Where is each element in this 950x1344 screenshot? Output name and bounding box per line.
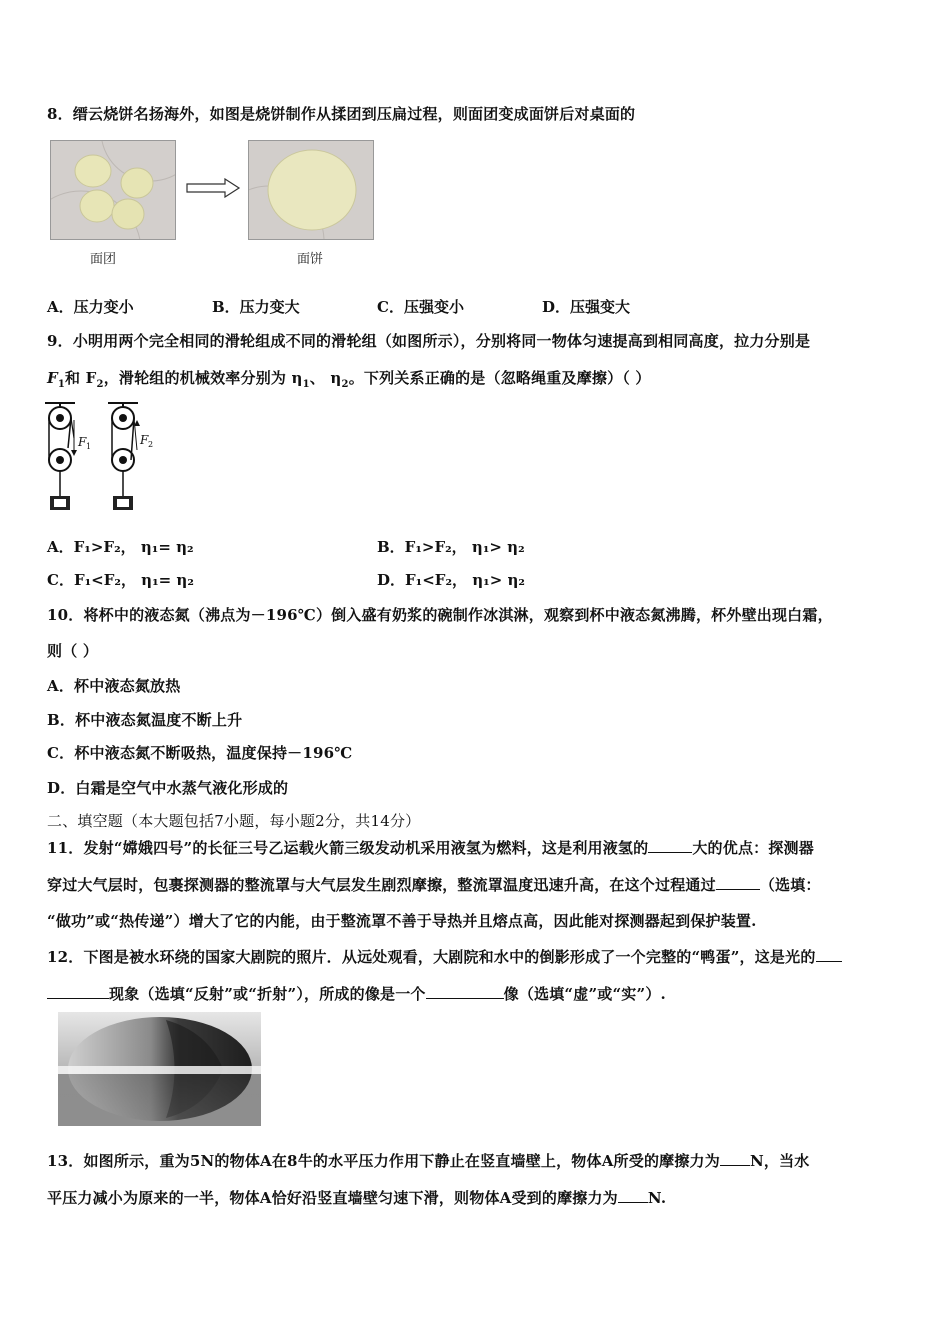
svg-text:F: F [78, 435, 87, 449]
q9-stem-line2: $F_1$和 $F_2$，滑轮组的机械效率分别为 $\eta_1$、 $\eta_2$。下列关系正确的是（忽略绳重及摩擦）（ ） [47, 369, 651, 390]
svg-text:2: 2 [148, 440, 154, 449]
q10-option-c: C．杯中液态氮不断吸热，温度保持－196℃ [47, 744, 353, 762]
q12-line1: 12．下图是被水环绕的国家大剧院的照片．从远处观看，大剧院和水中的倒影形成了一个完整的“鸭蛋”，这是光的 [47, 946, 842, 967]
q11-line1: 11．发射“嫦娥四号”的长征三号乙运载火箭三级发动机采用液氢为燃料，这是利用液氢的 大的优点：探测器 [47, 839, 814, 857]
dough-balls-image [50, 140, 176, 240]
q13-line2: 平压力减小为原来的一半，物体A恰好沿竖直墙壁匀速下滑，则物体A受到的摩擦力为 N. [47, 1189, 667, 1207]
arrow-icon [185, 178, 241, 202]
q13-line1: 13．如图所示，重为5N的物体A在8牛的水平压力作用下静止在竖直墙壁上，物体A所受的摩擦力为 N，当水 [47, 1152, 810, 1170]
svg-text:F: F [140, 433, 149, 447]
pulley-systems-icon [40, 400, 170, 518]
q11-line3: “做功”或“热传递”）增大了它的内能，由于整流罩不善于导热并且熔点高，因此能对探测器起到保护装置. [47, 912, 757, 930]
q10-option-b: B．杯中液态氮温度不断上升 [47, 711, 243, 729]
pulley-diagram [40, 400, 170, 518]
q9-option-a: A．F₁>F₂， η₁= η₂ [47, 538, 194, 556]
q8-caption-pancake: 面饼 [297, 252, 324, 267]
q8-option-c: C．压强变小 [377, 298, 464, 316]
q8-option-b: B．压力变大 [212, 298, 300, 316]
grand-theater-photo [58, 1012, 261, 1126]
pancake-icon [249, 141, 373, 239]
q8-stem: 8．缙云烧饼名扬海外，如图是烧饼制作从揉团到压扁过程，则面团变成面饼后对桌面的 [47, 105, 636, 123]
q9-option-d: D．F₁<F₂， η₁> η₂ [377, 571, 525, 589]
q8-option-d: D．压强变大 [542, 298, 631, 316]
q11-line2: 穿过大气层时，包裹探测器的整流罩与大气层发生剧烈摩擦，整流罩温度迅速升高，在这个过程通过 （选填： [47, 876, 821, 894]
q9-option-b: B．F₁>F₂， η₁> η₂ [377, 538, 525, 556]
pancake-image [248, 140, 374, 240]
q10-stem-line2: 则（ ） [47, 642, 99, 660]
q12-line2: 现象（选填“反射”或“折射”），所成的像是一个 像（选填“虚”或“实”）. [47, 983, 666, 1004]
q10-stem-line1: 10．将杯中的液态氮（沸点为－196℃）倒入盛有奶浆的碗制作冰淇淋，观察到杯中液态氮沸腾，杯外壁出现白霜， [47, 606, 833, 624]
dough-balls-icon [51, 141, 175, 239]
egg-building-icon [58, 1012, 261, 1126]
q9-option-c: C．F₁<F₂， η₁= η₂ [47, 571, 194, 589]
q8-caption-dough: 面团 [90, 252, 117, 267]
q10-option-a: A．杯中液态氮放热 [47, 677, 181, 695]
q8-option-a: A．压力变小 [47, 298, 134, 316]
q10-option-d: D．白霜是空气中水蒸气液化形成的 [47, 779, 289, 797]
section2-title: 二、填空题（本大题包括7小题，每小题2分，共14分） [47, 812, 421, 830]
svg-text:1: 1 [86, 442, 92, 451]
q9-stem-line1: 9．小明用两个完全相同的滑轮组成不同的滑轮组（如图所示），分别将同一物体匀速提高到相同高度，拉力分别是 [47, 332, 811, 350]
